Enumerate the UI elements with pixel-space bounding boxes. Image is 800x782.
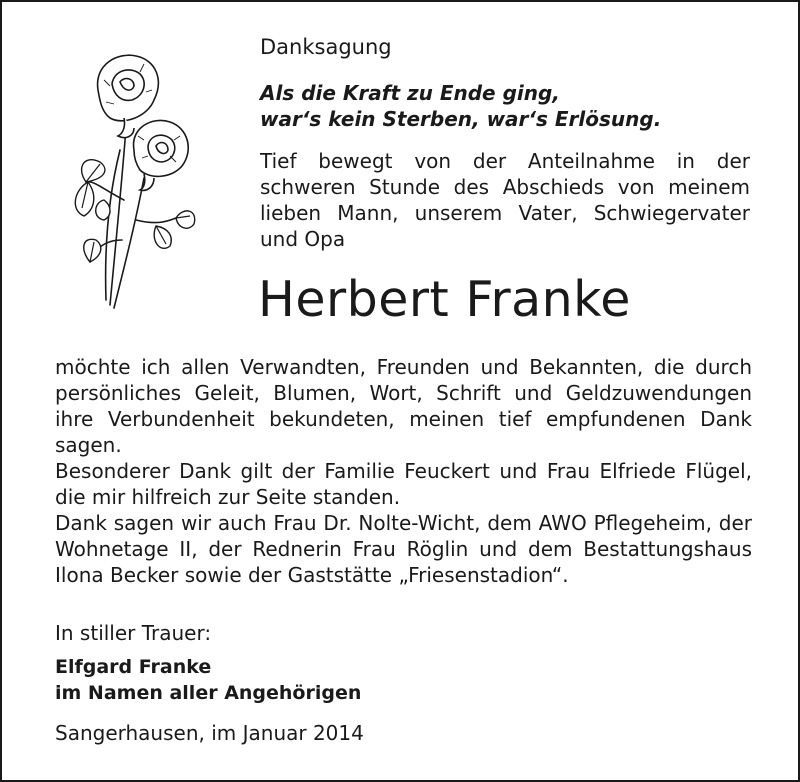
paragraph: Dank sagen wir auch Frau Dr. Nolte-Wicht, dem AWO Pflegeheim, der Wohnetage II, der Rednerin Frau Röglin und dem Bestattungshaus Ilona Becker sowie der Gaststätte „Friesenstadion“. [55,511,752,587]
heading: Danksagung [260,35,392,59]
body-text [55,354,752,588]
intro-text: Tief bewegt von der Anteilnahme in der schweren Stunde des Abschieds von meinem lieben Mann, unserem Vater, Schwiegervater und Opa [260,149,750,251]
motto [260,80,661,132]
signer-note: im Namen aller Angehörigen [55,682,362,704]
motto-line: war‘s kein Sterben, war‘s Erlösung. [260,107,662,131]
signer-name: Elfgard Franke [55,656,212,678]
signoff: In stiller Trauer: [55,621,212,645]
place-date: Sangerhausen, im Januar 2014 [55,721,364,745]
deceased-name: Herbert Franke [258,271,631,328]
rose-icon [64,50,204,320]
paragraph: möchte ich allen Verwandten, Freunden und Bekannten, die durch persönliches Geleit, Blumen, Wort, Schrift und Geldzuwendungen ihre Verbundenheit bekundeten, meinen tief empfundenen Dank sagen. [55,355,752,457]
paragraph: Besonderer Dank gilt der Familie Feuckert und Frau Elfriede Flügel, die mir hilfreich zur Seite standen. [55,459,752,509]
signers [55,654,361,706]
motto-line: Als die Kraft zu Ende ging, [260,81,560,105]
